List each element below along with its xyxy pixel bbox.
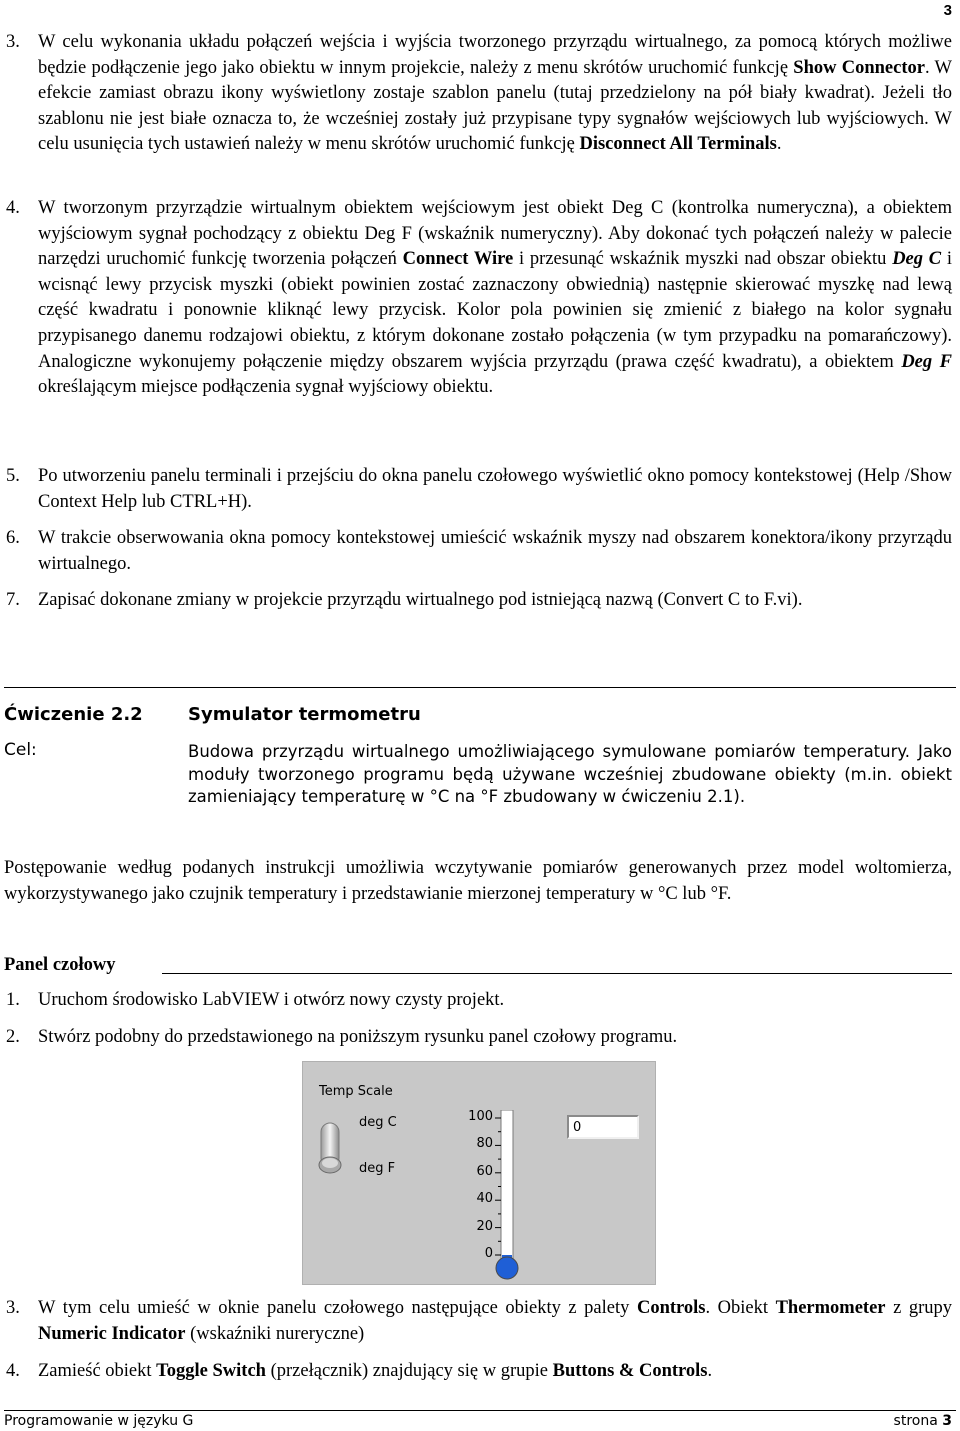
toggle-switch: [318, 1121, 342, 1175]
text-run: (wskaźniki nureryczne): [185, 1323, 365, 1344]
exercise-label: Ćwiczenie 2.2: [4, 704, 143, 725]
goal-text: Budowa przyrządu wirtualnego umożliwiającego symulowane pomiarów temperatury. Jako moduły tworzonego programu będą używane wcześniej zbudowane obiekty (m.in. obiekt zamieniający temperaturę w °C na °F zbudowany w ćwiczeniu 2.1).: [188, 742, 952, 806]
thermometer-tick-label: 80: [476, 1136, 493, 1152]
footer-rule: [4, 1410, 956, 1411]
thermometer-tick-label: 60: [476, 1163, 493, 1179]
list-item: [0, 464, 952, 515]
page-number: 3: [943, 2, 952, 19]
emphasis-text: Connect Wire: [402, 249, 514, 270]
text-run: (przełącznik) znajdujący się w grupie: [265, 1361, 553, 1381]
list-item-number: 6.: [6, 528, 20, 548]
list-item-text: [38, 1296, 952, 1347]
footer-page-number: 3: [942, 1413, 952, 1429]
text-run: z grupy: [885, 1298, 953, 1318]
list-item-number: 2.: [6, 1027, 20, 1047]
emphasis-text: Deg F: [901, 351, 952, 372]
intro-paragraph: Postępowanie według podanych instrukcji umożliwia wczytywanie pomiarów generowanych przez model woltomierza, wykorzystywanego jako czujnik temperatury i przedstawianie mierzonej temperatury w °C lub °F.: [4, 858, 952, 904]
list-item-number: 4.: [6, 198, 20, 218]
list-item-number: 4.: [6, 1361, 20, 1381]
thermometer-bulb: [496, 1257, 518, 1279]
list-item-text: [38, 1025, 952, 1051]
text-run: Po utworzeniu panelu terminali i przejściu do okna panelu czołowego wyświetlić okno pomocy kontekstowej (Help /Show Context Help lub CTRL+H).: [38, 466, 952, 512]
list-item-number: 1.: [6, 990, 20, 1010]
emphasis-text: Controls: [636, 1298, 706, 1318]
text-run: i wcisnąć lewy przycisk myszki (obiekt powinien zostać zaznaczony obwiednią) następnie skierować myszkę nad lewą część kwadratu i ponownie kliknąć lewy przycisk. Kolor pola powinien się zmienić z białego na kolor sygnału przypisanego danemu rodzajowi obiektu, z którym dokonane zostało połączenia (w tym przypadku na pomarańczowy). Analogiczne wykonujemy połączenie między obszarem wyjścia przyrządu (prawa część kwadratu), a obiektem: [38, 249, 953, 372]
text-run: W tym celu umieść w oknie panelu czołowego następujące obiekty z palety: [38, 1298, 637, 1318]
list-item-number: 3.: [6, 1298, 20, 1318]
text-run: określającym miejsce podłączenia sygnał wyjściowy obiektu.: [38, 377, 494, 398]
text-run: W tworzonym przyrządzie wirtualnym obiektem wejściowym jest obiekt Deg C (kontrolka numeryczna), a obiektem wyjściowym sygnał pochodzący z obiektu Deg F (wskaźnik numeryczny). Aby dokonać tych połączeń należy w palecie narzędzi uruchomić funkcję tworzenia połączeń: [38, 198, 952, 270]
emphasis-text: Buttons & Controls: [552, 1361, 708, 1381]
list-item-number: 3.: [6, 32, 20, 52]
emphasis-text: Numeric Indicator: [38, 1323, 186, 1344]
emphasis-text: Thermometer: [775, 1298, 886, 1318]
thermometer-tick-label: 40: [476, 1191, 493, 1207]
list-item-text: [38, 30, 952, 158]
list-item: [0, 1025, 952, 1051]
emphasis-text: Deg C: [892, 249, 942, 270]
list-item: [0, 30, 952, 158]
list-item-text: [38, 988, 952, 1014]
emphasis-text: Disconnect All Terminals: [579, 134, 777, 155]
list-item-number: 5.: [6, 466, 20, 486]
text-run: Uruchom środowisko LabVIEW i otwórz nowy czysty projekt.: [38, 990, 505, 1010]
list-item: [0, 526, 952, 577]
list-item: [0, 1359, 952, 1385]
labview-front-panel-figure: [302, 1061, 656, 1285]
thermometer-tick-label: 0: [484, 1246, 493, 1261]
list-item-text: [38, 464, 952, 515]
digital-display: 0: [567, 1115, 639, 1139]
deg-f-label: deg F: [359, 1161, 396, 1176]
deg-c-label: deg C: [359, 1115, 397, 1130]
thermometer-tick-label: 100: [468, 1109, 493, 1124]
text-run: . W efekcie zamiast obrazu ikony wyświetlony zostaje szablon panelu (tutaj przedzielony na pół biały kwadrat). Jeżeli tło szablonu nie jest białe oznacza to, że wcześniej zostały już przypisane typy sygnałów wejściowych lub wyjściowych. W celu usunięcia tych ustawień należy w menu skrótów uruchomić funkcję: [38, 57, 952, 155]
list-item: [0, 196, 952, 401]
thermometer-tube: [501, 1110, 513, 1260]
text-run: Zamieść obiekt: [38, 1361, 157, 1381]
emphasis-text: Toggle Switch: [156, 1361, 266, 1381]
thermometer-ticks: [495, 1118, 501, 1255]
text-run: .: [776, 134, 782, 155]
text-run: i przesunąć wskaźnik myszki nad obszar obiektu: [513, 249, 893, 270]
text-run: .: [707, 1361, 713, 1381]
emphasis-text: Show Connector: [793, 57, 925, 78]
list-item-text: [38, 588, 952, 614]
section-underline: [162, 973, 952, 974]
temp-scale-label: Temp Scale: [319, 1084, 393, 1099]
list-item: [0, 1296, 952, 1347]
list-item-text: [38, 196, 952, 401]
footer-page: [894, 1413, 952, 1429]
footer-page-prefix: strona: [893, 1413, 943, 1429]
text-run: W trakcie obserwowania okna pomocy kontekstowej umieścić wskaźnik myszy nad obszarem konektora/ikony przyrządu wirtualnego.: [38, 528, 952, 574]
list-item: [0, 588, 952, 614]
text-run: W celu wykonania układu połączeń wejścia i wyjścia tworzonego przyrządu wirtualnego, za pomocą których możliwe będzie podłączenie jego jako obiektu w innym projekcie, należy z menu skrótów uruchomić funkcję: [38, 32, 952, 78]
goal-label: Cel:: [4, 740, 37, 760]
text-run: . Obiekt: [705, 1298, 776, 1318]
exercise-top-rule: [4, 687, 956, 688]
text-run: Stwórz podobny do przedstawionego na poniższym rysunku panel czołowy programu.: [38, 1027, 678, 1047]
list-item-text: [38, 526, 952, 577]
footer-course-title: Programowanie w języku G: [4, 1413, 194, 1429]
list-item-text: [38, 1359, 952, 1385]
exercise-title: Symulator termometru: [188, 704, 421, 725]
section-title: Panel czołowy: [4, 955, 116, 975]
list-item-number: 7.: [6, 590, 20, 610]
text-run: Zapisać dokonane zmiany w projekcie przyrządu wirtualnego pod istniejącą nazwą (Convert C to F.vi).: [38, 590, 803, 610]
list-item: [0, 988, 952, 1014]
thermometer-tick-label: 20: [476, 1218, 493, 1234]
